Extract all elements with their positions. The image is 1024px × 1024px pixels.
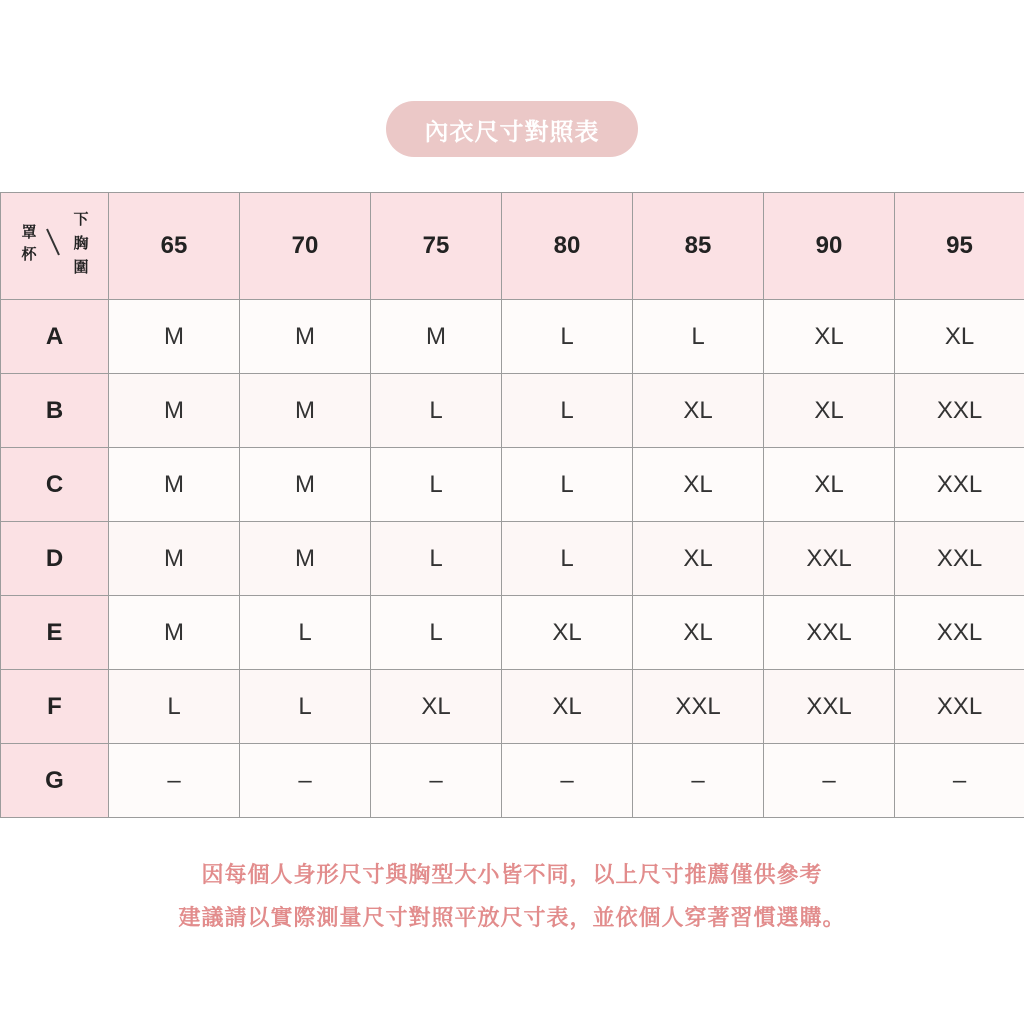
size-cell: XL xyxy=(633,374,764,448)
page-title: 內衣尺寸對照表 xyxy=(424,117,600,146)
size-cell: L xyxy=(371,374,502,448)
band-header: 65 xyxy=(109,193,240,300)
band-header: 80 xyxy=(502,193,633,300)
size-cell: L xyxy=(240,670,371,744)
band-header: 85 xyxy=(633,193,764,300)
size-cell: XXL xyxy=(633,670,764,744)
disclaimer-line-1: 因每個人身形尺寸與胸型大小皆不同，以上尺寸推薦僅供參考 xyxy=(201,863,823,888)
size-cell: XL xyxy=(633,522,764,596)
size-cell: L xyxy=(371,448,502,522)
size-cell: M xyxy=(240,448,371,522)
size-cell: L xyxy=(371,522,502,596)
size-cell: XL xyxy=(895,300,1024,374)
size-cell: M xyxy=(109,522,240,596)
size-cell: L xyxy=(109,670,240,744)
size-chart-table xyxy=(0,192,1024,818)
band-header: 95 xyxy=(895,193,1024,300)
size-cell: XL xyxy=(764,374,895,448)
size-cell: L xyxy=(502,300,633,374)
table-row xyxy=(1,300,1024,374)
size-cell: XL xyxy=(371,670,502,744)
cup-label: E xyxy=(1,596,109,670)
size-cell: – xyxy=(371,744,502,818)
band-axis-label: 下胸圍 xyxy=(73,210,89,276)
size-cell: – xyxy=(502,744,633,818)
size-cell: M xyxy=(109,448,240,522)
size-cell: – xyxy=(240,744,371,818)
size-cell: XL xyxy=(764,448,895,522)
size-cell: XXL xyxy=(764,670,895,744)
table-row xyxy=(1,374,1024,448)
table-row xyxy=(1,596,1024,670)
size-cell: XXL xyxy=(895,596,1024,670)
cup-axis-label: 罩杯 xyxy=(21,223,37,263)
size-cell: L xyxy=(240,596,371,670)
cup-label: D xyxy=(1,522,109,596)
size-cell: XL xyxy=(633,596,764,670)
size-cell: L xyxy=(371,596,502,670)
size-cell: M xyxy=(240,374,371,448)
cup-label: B xyxy=(1,374,109,448)
cup-label: A xyxy=(1,300,109,374)
table-row xyxy=(1,522,1024,596)
size-cell: M xyxy=(109,374,240,448)
size-cell: M xyxy=(371,300,502,374)
size-cell: XL xyxy=(633,448,764,522)
size-cell: – xyxy=(895,744,1024,818)
size-cell: M xyxy=(240,300,371,374)
cup-label: G xyxy=(1,744,109,818)
size-cell: – xyxy=(633,744,764,818)
size-cell: – xyxy=(109,744,240,818)
size-cell: XXL xyxy=(764,522,895,596)
size-cell: M xyxy=(240,522,371,596)
cup-label: F xyxy=(1,670,109,744)
size-cell: L xyxy=(633,300,764,374)
size-cell: L xyxy=(502,374,633,448)
size-cell: L xyxy=(502,448,633,522)
cup-label: C xyxy=(1,448,109,522)
size-cell: M xyxy=(109,300,240,374)
size-cell: M xyxy=(109,596,240,670)
size-cell: XXL xyxy=(895,448,1024,522)
table-row xyxy=(1,448,1024,522)
corner-cell xyxy=(1,193,109,300)
size-cell: XXL xyxy=(895,670,1024,744)
header-row xyxy=(1,193,1024,300)
size-cell: XXL xyxy=(895,522,1024,596)
size-cell: XXL xyxy=(764,596,895,670)
table-row xyxy=(1,744,1024,818)
size-cell: XXL xyxy=(895,374,1024,448)
size-cell: – xyxy=(764,744,895,818)
band-header: 75 xyxy=(371,193,502,300)
band-header: 70 xyxy=(240,193,371,300)
size-cell: L xyxy=(502,522,633,596)
title-badge xyxy=(386,101,638,157)
diagonal-divider xyxy=(43,227,63,257)
table-row xyxy=(1,670,1024,744)
size-cell: XL xyxy=(502,670,633,744)
size-cell: XL xyxy=(502,596,633,670)
band-header: 90 xyxy=(764,193,895,300)
disclaimer-line-2: 建議請以實際測量尺寸對照平放尺寸表，並依個人穿著習慣選購。 xyxy=(178,906,846,931)
size-cell: XL xyxy=(764,300,895,374)
